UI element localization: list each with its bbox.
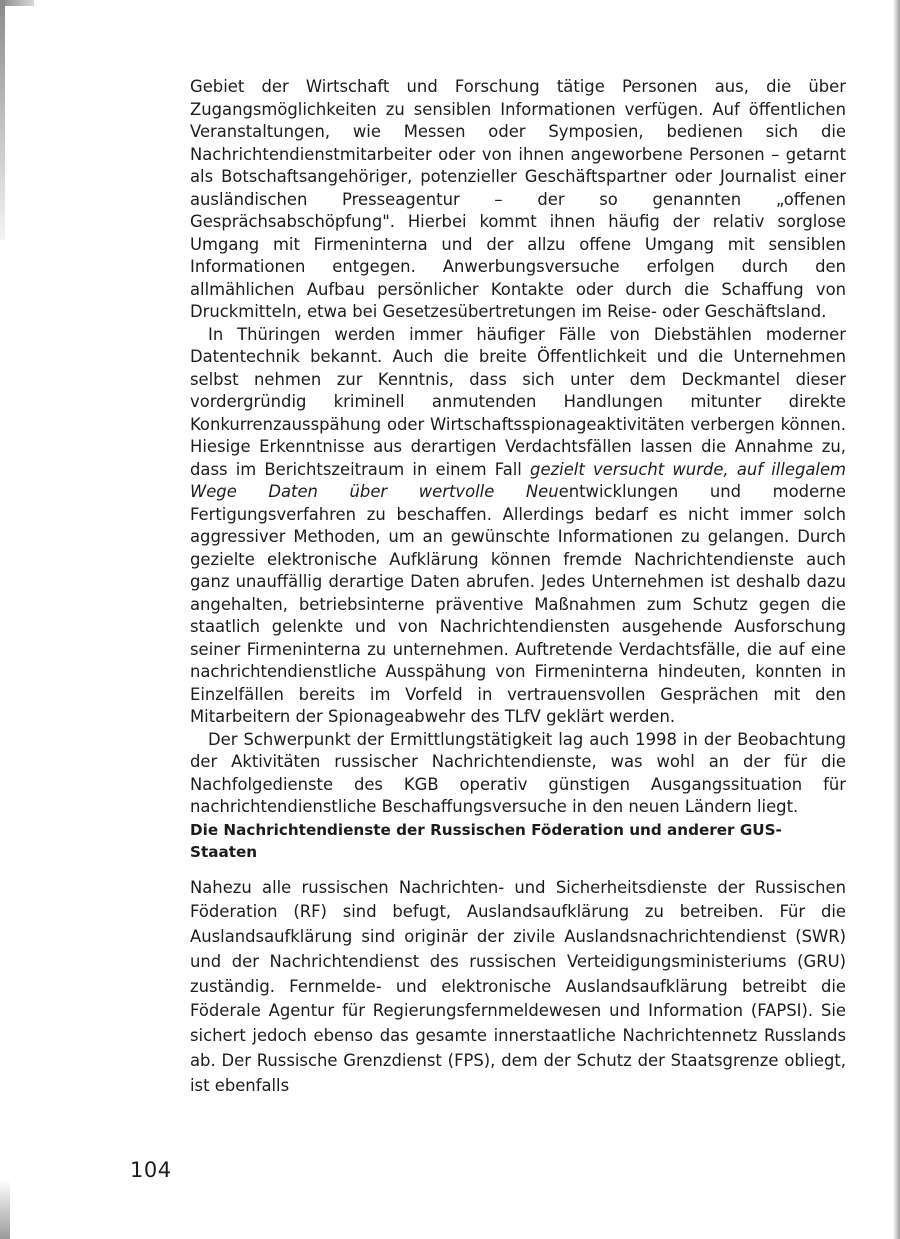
paragraph (190, 324, 846, 729)
page-number: 104 (130, 1158, 172, 1182)
paragraph: Gebiet der Wirtschaft und Forschung tätige Personen aus, die über Zugangsmöglichkeiten zu sensiblen Informationen verfügen. Auf öffentlichen Veranstaltungen, wie Messen oder Symposien, bedienen sich die Nachrichtendienstmitarbeiter oder von ihnen angeworbene Personen – getarnt als Botschaftsangehöriger, potenzieller Geschäftspartner oder Journalist einer ausländischen Presseagentur – der so genannten „offenen Gesprächsabschöpfung". Hierbei kommt ihnen häufig der relativ sorglose Umgang mit Firmeninterna und der allzu offene Umgang mit sensiblen Informationen entgegen. Anwerbungsversuche erfolgen durch den allmählichen Aufbau persönlicher Kontakte oder durch die Schaffung von Druckmitteln, etwa bei Gesetzesübertretungen im Reise- oder Geschäftsland. (190, 77, 846, 321)
section-heading: Die Nachrichtendienste der Russischen Föderation und anderer GUS-Staaten (190, 820, 782, 861)
scan-edge (0, 1180, 10, 1239)
body-text (190, 76, 846, 1099)
paragraph-text: In Thüringen werden immer häufiger Fälle von Diebstählen moderner Datentechnik bekannt. Auch die breite Öffentlichkeit und die Unternehmen selbst nehmen zur Kenntnis, dass sich unter dem Deckmantel dieser vordergründig kriminell anmutenden Handlungen mitunter direkte Konkurrenzausspähung oder Wirtschaftsspionageaktivitäten verbergen können. Hiesige Erkenntnisse aus derartigen Verdachtsfällen lassen die Annahme zu, dass im Berichtszeitraum in einem Fall (190, 324, 846, 479)
paragraph: Der Schwerpunkt der Ermittlungstätigkeit lag auch 1998 in der Beobachtung der Aktivitäten russischer Nachrichtendienste, was wohl an der für die Nachfolgedienste des KGB operativ günstigen Ausgangssituation für nachrichtendienstliche Beschaffungsversuche in den neuen Ländern liegt. (190, 729, 846, 816)
scan-edge (0, 0, 34, 6)
paragraph: Nahezu alle russischen Nachrichten- und Sicherheitsdienste der Russischen Föderation (RF) sind befugt, Auslandsaufklärung zu betreiben. Für die Auslandsaufklärung sind originär der zivile Auslandsnachrichtendienst (SWR) und der Nachrichtendienst des russischen Verteidigungsministeriums (GRU) zuständig. Fernmelde- und elektronische Auslandsaufklärung betreibt die Föderale Agentur für Regierungsfernmeldewesen und Information (FAPSI). Sie sichert jedoch ebenso das gesamte innerstaatliche Nachrichtennetz Russlands ab. Der Russische Grenzdienst (FPS), dem der Schutz der Staatsgrenze obliegt, ist ebenfalls (190, 877, 846, 1095)
paragraph-text: entwicklungen und moderne Fertigungsverfahren zu beschaffen. Allerdings bedarf es nicht immer solch aggressiver Methoden, um an gewünschte Informationen zu gelangen. Durch gezielte elektronische Aufklärung können fremde Nachrichtendienste auch ganz unauffällig derartige Daten abrufen. Jedes Unternehmen ist deshalb dazu angehalten, betriebsinterne präventive Maßnahmen zum Schutz gegen die staatlich gelenkte und von Nachrichtendiensten ausgehende Ausforschung seiner Firmeninterna zu unternehmen. Auftretende Verdachtsfälle, die auf eine nachrichtendienstliche Ausspähung von Firmeninterna hindeuten, konnten in Einzelfällen bereits im Vorfeld in vertrauensvollen Gesprächen mit den Mitarbeitern der Spionageabwehr des TLfV geklärt werden. (190, 482, 847, 726)
scan-edge (893, 0, 900, 1239)
italic-text: gezielt versucht wurde, auf illegalem Wege Daten über wertvolle Neu (190, 459, 846, 501)
scan-edge (0, 0, 5, 240)
